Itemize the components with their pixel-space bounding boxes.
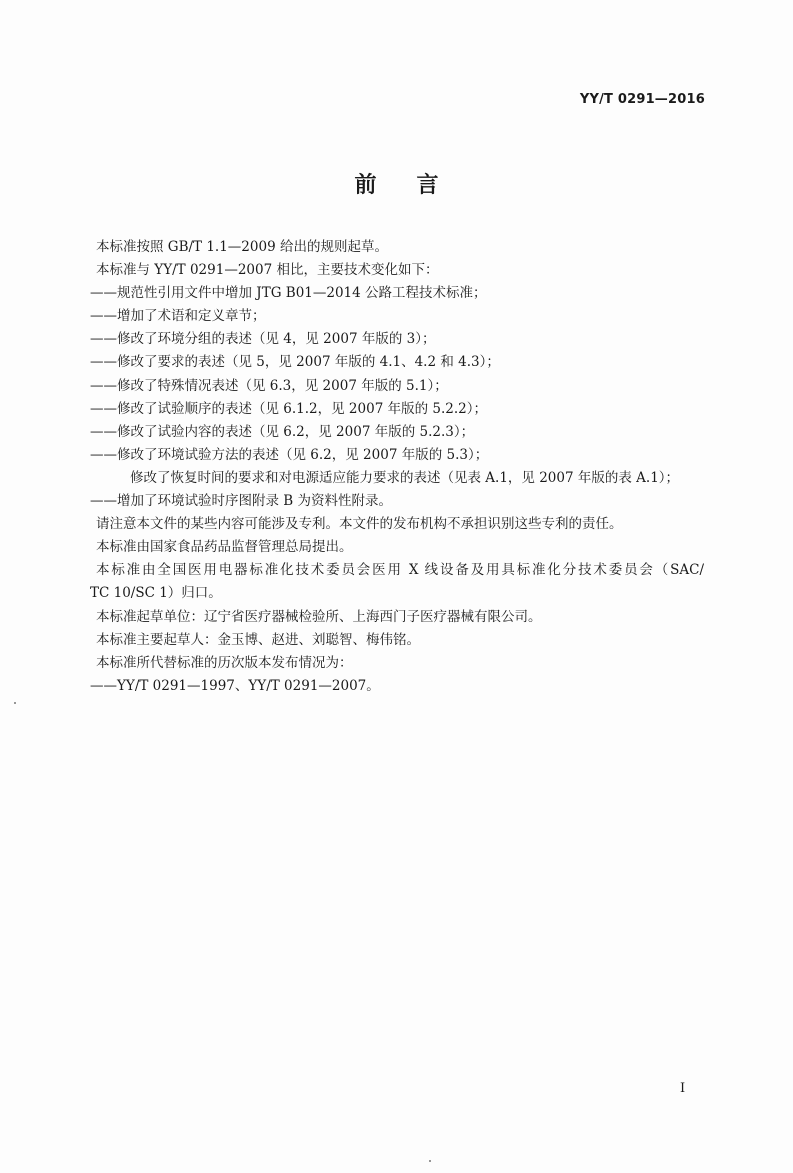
change-list-item: ——修改了环境试验方法的表述（见 6.2，见 2007 年版的 5.3）； (90, 446, 489, 463)
paragraph-line: 本标准由国家食品药品监督管理总局提出。 (96, 539, 353, 556)
change-list-item: ——YY/T 0291—1997、YY/T 0291—2007。 (90, 677, 380, 694)
change-list-item: ——规范性引用文件中增加 JTG B01—2014 公路工程技术标准； (90, 285, 487, 302)
foreword-body (90, 236, 704, 698)
change-list-item: ——修改了特殊情况表述（见 6.3，见 2007 年版的 5.1）； (90, 377, 448, 394)
paragraph-line: 请注意本文件的某些内容可能涉及专利。本文件的发布机构不承担识别这些专利的责任。 (96, 516, 623, 533)
paragraph-line: 本标准主要起草人：金玉博、赵进、刘聪智、梅伟铭。 (96, 631, 420, 648)
page-number: I (680, 1081, 686, 1096)
change-list-item: ——增加了环境试验时序图附录 B 为资料性附录。 (90, 493, 393, 510)
paragraph-line: 修改了恢复时间的要求和对电源适应能力要求的表述（见表 A.1，见 2007 年版的表 A.1）； (130, 469, 680, 486)
paragraph-line: 本标准按照 GB/T 1.1—2009 给出的规则起草。 (96, 239, 388, 255)
scan-speck (429, 1160, 431, 1162)
paragraph-line: TC 10/SC 1）归口。 (90, 585, 222, 602)
document-code: YY/T 0291—2016 (579, 92, 705, 107)
change-list-item: ——修改了试验顺序的表述（见 6.1.2，见 2007 年版的 5.2.2）； (90, 400, 487, 417)
paragraph-line: 本标准所代替标准的历次版本发布情况为： (96, 654, 353, 671)
paragraph-line: 本标准起草单位：辽宁省医疗器械检验所、上海西门子医疗器械有限公司。 (96, 608, 542, 625)
change-list-item: ——增加了术语和定义章节； (90, 308, 266, 325)
change-list-item: ——修改了要求的表述（见 5，见 2007 年版的 4.1、4.2 和 4.3）； (90, 354, 500, 371)
section-title: 前言 (354, 173, 479, 198)
paragraph-line: 本标准由全国医用电器标准化技术委员会医用 X 线设备及用具标准化分技术委员会（SAC/ (96, 562, 704, 579)
change-list-item: ——修改了环境分组的表述（见 4，见 2007 年版的 3）； (90, 331, 436, 348)
scan-speck (14, 702, 16, 704)
paragraph-line: 本标准与 YY/T 0291—2007 相比，主要技术变化如下： (96, 262, 439, 279)
change-list-item: ——修改了试验内容的表述（见 6.2，见 2007 年版的 5.2.3）； (90, 423, 475, 440)
